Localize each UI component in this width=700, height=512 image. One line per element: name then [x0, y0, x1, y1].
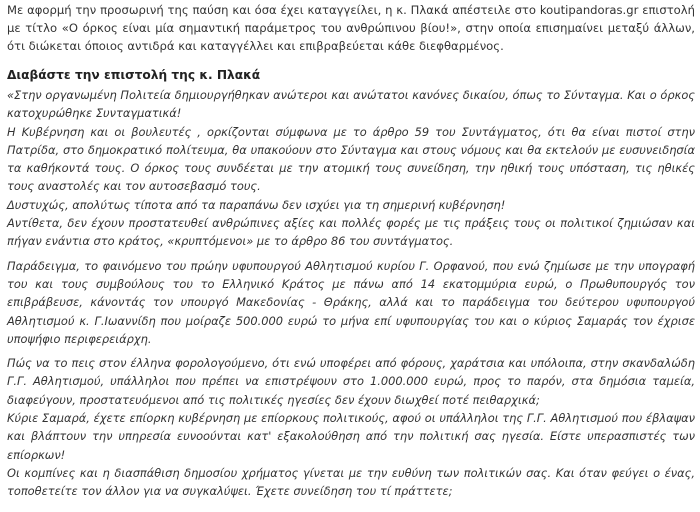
letter-paragraph: Η Κυβέρνηση και οι βουλευτές , ορκίζονται σύμφωνα με το άρθρο 59 του Συντάγματος, ότι θα είναι πιστοί στην Πατρίδα, στο δημοκρατικό πολίτευμα, θα υπακούουν στο Σύνταγμα και στους νόμους και θα εκτελούν με ευσυνειδησία τα καθήκοντά τους. Ο όρκος τους συνδέεται με την ατομική τους συνείδηση, την ηθική τους υπόσταση, τις ηθικές τους αναστολές και τον αυτοσεβασμό τους. — [7, 124, 695, 194]
letter-heading: Διαβάστε την επιστολή της κ. Πλακά — [7, 68, 261, 82]
article-body — [7, 0, 695, 501]
letter-paragraph: Παράδειγμα, το φαινόμενο του πρώην υφυπουργού Αθλητισμού κυρίου Γ. Ορφανού, που ενώ ζημίωσε με την υπογραφή του και τους συμβούλους του το Ελληνικό Κράτος με πάνω από 14 εκατομμύρια ευρώ, ο Πρωθυπουργός τον επιβράβευσε, κάνοντάς τον υπουργό Μακεδονίας - Θράκης, αλλά και το παράδειγμα του δεύτερου υφυπουργού Αθλητισμού κ. Γ.Ιωαννίδη που μοίραζε 500.000 ευρώ το μήνα επί υφυπουργίας του και ο κύριος Σαμαράς τον έχρισε υποψήφιο περιφερειάρχη. — [7, 258, 695, 346]
letter-paragraph: Αντίθετα, δεν έχουν προστατευθεί ανθρώπινες αξίες και πολλές φορές με τις πράξεις τους οι πολιτικοί ζημιώσαν και πήγαν ενάντια στο κράτος, «κρυπτόμενοι» με το άρθρο 86 του συντάγματος. — [7, 216, 695, 249]
letter-paragraph: Δυστυχώς, απολύτως τίποτα από τα παραπάνω δεν ισχύει για τη σημερινή κυβέρνηση! — [7, 197, 506, 212]
article-intro: Με αφορμή την προσωρινή της παύση και όσα έχει καταγγείλει, η κ. Πλακά απέστειλε στο koutipandoras.gr επιστολή με τίτλο «Ο όρκος είναι μία σημαντική παράμετρος του ανθρώπινου βίου!», στην οποία επισημαίνει μεταξύ άλλων, ότι διώκεται όποιος αντιδρά και καταγγέλλει και επιβραβεύεται κάθε διεφθαρμένος. — [7, 3, 695, 53]
letter-paragraph: «Στην οργανωμένη Πολιτεία δημιουργήθηκαν ανώτεροι και ανώτατοι κανόνες δικαίου, όπως το Σύνταγμα. Και ο όρκος κατοχυρώθηκε Συνταγματικά! — [7, 88, 695, 121]
letter-paragraph: Πώς να το πεις στον έλληνα φορολογούμενο, ότι ενώ υποφέρει από φόρους, χαράτσια και υπόλοιπα, στην σκανδαλώδη Γ.Γ. Αθλητισμού, υπάλληλοι που πρέπει να επιστρέψουν στο 1.000.000 ευρώ, προς το παρόν, στα δημόσια ταμεία, διαφεύγουν, προστατευόμενοι από τις πολιτικές ηγεσίες δεν έχουν διωχθεί ποτέ πειθαρχικά; — [7, 356, 695, 407]
letter-paragraph: Κύριε Σαμαρά, έχετε επίορκη κυβέρνηση με επίορκους πολιτικούς, αφού οι υπάλληλοι της Γ.Γ. Αθλητισμού που έβλαψαν και βλάπτουν την υπηρεσία ευνοούνται κατ' εξακολούθηση από την πολιτική σας ηγεσία. Είστε υπερασπιστές των επίορκων! — [7, 411, 695, 462]
letter-paragraph: Οι κομπίνες και η διασπάθιση δημοσίου χρήματος γίνεται με την ευθύνη των πολιτικών σας. Και όταν φεύγει ο ένας, τοποθετείτε τον άλλον για να συγκαλύψει. Έχετε συνείδηση του τί πράττετε; — [7, 465, 695, 499]
